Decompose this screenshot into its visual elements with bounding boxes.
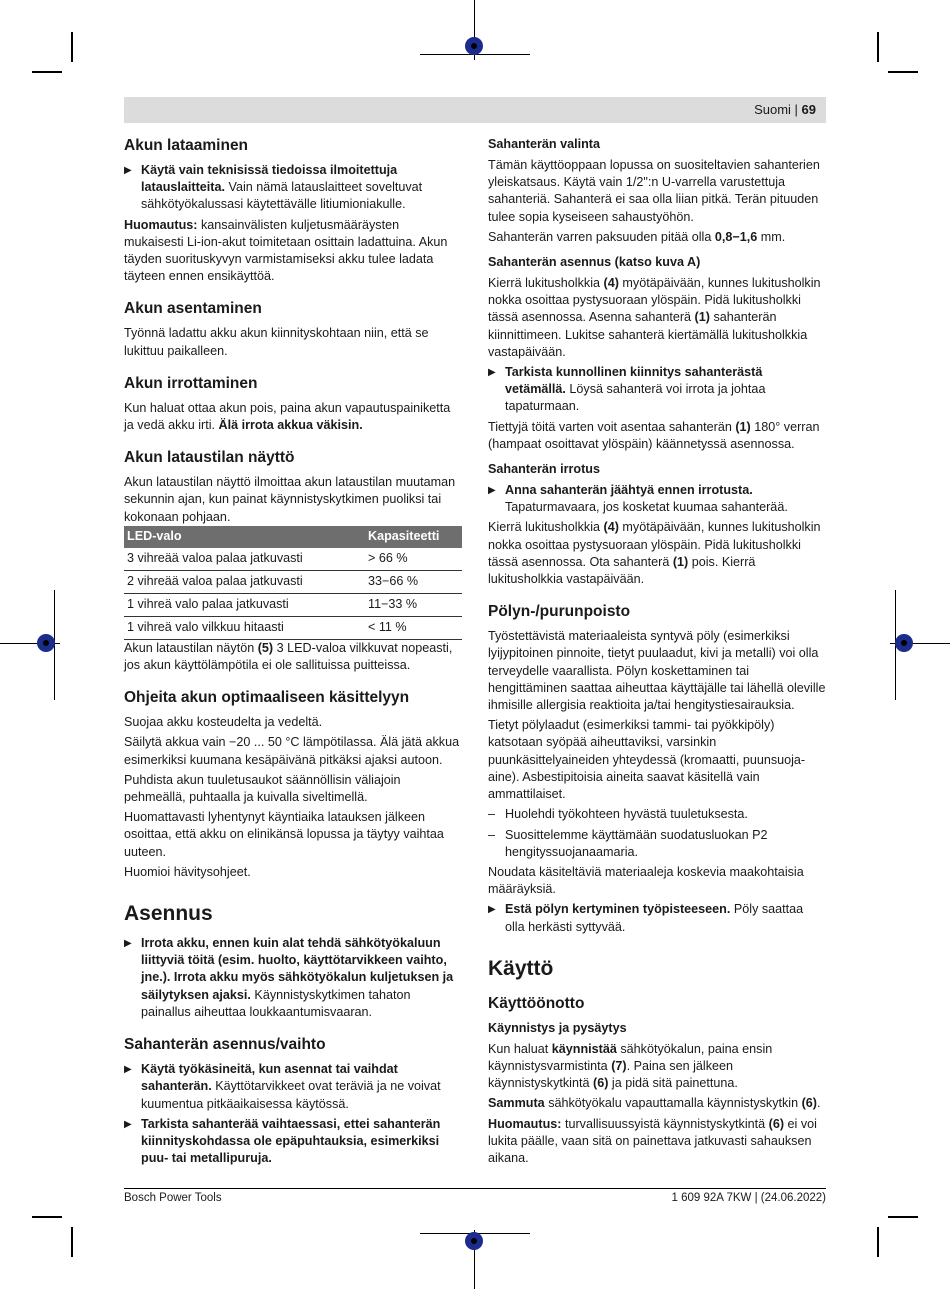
table-row: [124, 616, 462, 639]
paragraph: [124, 400, 462, 434]
arrow-icon: ▶: [488, 485, 496, 497]
dash-marker: –: [488, 827, 496, 842]
subsection-title: Sahanterän irrotus: [488, 462, 600, 477]
header-language: Suomi: [754, 102, 791, 117]
table-header: Kapasiteetti: [365, 526, 462, 548]
text: Kierrä lukitusholkkia: [488, 520, 604, 535]
ref: (4): [603, 520, 619, 535]
paragraph: [488, 1041, 826, 1093]
text: . Paina sen jälkeen käynnistyskytkintä: [488, 1058, 734, 1091]
arrow-icon: ▶: [488, 904, 496, 916]
text: 180° verran (hampaat osoittavat ylöspäin) käännetyssä asennossa.: [488, 419, 820, 451]
bold-text: 0,8−1,6: [714, 229, 758, 244]
section-title: Käyttöönotto: [488, 994, 585, 1012]
note-label: Huomautus:: [488, 1116, 562, 1131]
ref: (4): [603, 276, 619, 291]
crop-mark: [71, 32, 73, 62]
page-header: [124, 97, 826, 123]
text: Kun haluat ottaa akun pois, paina akun vapautuspainiketta ja vedä akku irti.: [124, 400, 451, 433]
footer-left: Bosch Power Tools: [124, 1192, 222, 1204]
paragraph: [488, 519, 826, 588]
arrow-icon: ▶: [124, 1118, 132, 1130]
ref: (5): [257, 640, 274, 655]
note-label: Huomautus:: [124, 217, 198, 232]
ref: (1): [735, 419, 751, 434]
ref: (1): [672, 554, 689, 569]
warning-bullet: [124, 935, 462, 1021]
text: sähkötyökalun, paina ensin käynnistysvarmistinta: [488, 1041, 773, 1073]
bullet-text: Vain nämä latauslaitteet soveltuvat sähkötyökalussasi käytettävälle litiumioniakulle.: [141, 180, 423, 212]
chapter-title: Käyttö: [488, 956, 554, 980]
text: Tiettyjä töitä varten voit asentaa sahanterän: [488, 419, 736, 434]
note-text: kansainvälisten kuljetusmääräysten mukaisesti Li-ion-akut toimitetaan osittain ladattuina. Akun täyden suorituskyvyn varmistamiseksi akku tulee ladata täyteen ennen ensikäyttöä.: [124, 217, 448, 284]
text: myötäpäivään, kunnes lukitusholkin nokka osoittaa pystysuoraan ylöspäin. Pidä lukitusholkki tässä asennossa. Ota sahanterä: [488, 520, 821, 569]
section-title: Pölyn-/purunpoisto: [488, 603, 631, 621]
left-column: [124, 136, 462, 1170]
registration-mark: [37, 634, 55, 652]
dash-item: [488, 827, 826, 861]
paragraph: Tämän käyttöoppaan lopussa on suositeltavien sahanterien yleiskatsaus. Käytä vain 1/2":n U-varrella varustettuja sahanteriä. Sahanterä ei saa olla liian pitkä. Terän pituuden tulee sopia kyseiseen sahaustyöhön.: [488, 158, 820, 224]
crop-mark: [32, 71, 62, 73]
crop-mark: [888, 71, 918, 73]
warning-bullet: [124, 1061, 462, 1113]
ref: (6): [593, 1076, 609, 1091]
paragraph: Huomattavasti lyhentynyt käyntiaika latauksen jälkeen osoittaa, että akku on elinikänsä lopussa ja täytyy vaihtaa uuteen.: [124, 810, 444, 859]
section-title: Akun lataaminen: [124, 137, 249, 154]
warning-bullet: [124, 1116, 462, 1168]
paragraph: Noudata käsiteltäviä materiaaleja koskevia maakohtaisia määräyksiä.: [488, 864, 804, 897]
table-cell: 33−66 %: [365, 570, 462, 593]
paragraph: Huomioi hävitysohjeet.: [124, 864, 251, 879]
paragraph: Tietyt pölylaadut (esimerkiksi tammi- tai pyökkipöly) katsotaan syöpää aiheuttaviksi, varsinkin puunkäsittelyaineiden yhteydessä (kromaatti, puunsuoja-aine). Asbestipitoisia aineita saavat käsitellä vain ammattilaiset.: [488, 718, 806, 802]
section-title: Ohjeita akun optimaaliseen käsittelyyn: [124, 689, 410, 707]
text: mm.: [757, 229, 786, 244]
dash-text: Suosittelemme käyttämään suodatusluokan P2 hengityssuojanaamaria.: [505, 827, 768, 859]
table-cell: 1 vihreä valo vilkkuu hitaasti: [124, 616, 365, 639]
paragraph: Akun lataustilan näyttö ilmoittaa akun lataustilan muutaman sekunnin ajan, kun painat käynnistyskytkimen puoliksi tai kokonaan pohjaan.: [124, 475, 456, 524]
table-header-row: [124, 526, 462, 548]
header-text: Suomi | 69: [754, 102, 816, 117]
dash-marker: –: [488, 807, 496, 822]
text: pois. Kierrä lukitusholkkia vastapäivään.: [488, 554, 756, 587]
bold-text: käynnistää: [551, 1041, 617, 1056]
table-header: LED-valo: [124, 526, 365, 548]
led-table: [124, 526, 462, 640]
registration-mark: [465, 37, 483, 55]
table-cell: 3 vihreää valoa palaa jatkuvasti: [124, 548, 365, 571]
ref: (7): [611, 1058, 627, 1073]
paragraph: [488, 229, 826, 246]
bullet-bold: Tarkista kunnollinen kiinnitys sahanterästä vetämällä.: [505, 365, 763, 397]
paragraph: Puhdista akun tuuletusaukot säännöllisin väliajoin pehmeällä, puhtaalla ja kuivalla siveltimellä.: [124, 772, 401, 805]
registration-mark: [465, 1232, 483, 1250]
table-cell: < 11 %: [365, 616, 462, 639]
text: ja pidä sitä painettuna.: [608, 1076, 738, 1091]
dash-item: [488, 806, 826, 823]
subsection-title: Käynnistys ja pysäytys: [488, 1020, 627, 1035]
warning-bullet: [488, 482, 826, 516]
page-footer: [124, 1188, 826, 1204]
arrow-icon: ▶: [124, 938, 132, 950]
crop-mark: [888, 1216, 918, 1218]
text: sähkötyökalu vapauttamalla käynnistyskytkin: [544, 1096, 802, 1111]
right-column: [488, 136, 826, 1170]
text: 3 LED-valoa vilkkuvat nopeasti, jos akun käyttölämpötila ei ole sallituissa puitteissa.: [124, 640, 453, 673]
text: turvallisuussyistä käynnistyskytkintä: [561, 1116, 769, 1131]
table-row: [124, 548, 462, 571]
bullet-bold: Irrota akku, ennen kuin alat tehdä sähkötyökaluun liittyviä töitä (esim. huolto, käyttötarvikkeen vaihto, jne.). Irrota akku myös sähkötyökalun kuljetuksen ja säilytyksen ajaksi.: [141, 936, 454, 1002]
paragraph: Säilytä akkua vain −20 ... 50 °C lämpötilassa. Älä jätä akkua esimerkiksi kuumana kesäpäivänä pitkäksi ajaksi autoon.: [124, 735, 460, 767]
paragraph: Suojaa akku kosteudelta ja vedeltä.: [124, 715, 323, 730]
arrow-icon: ▶: [124, 1064, 132, 1076]
ref: (6): [768, 1116, 785, 1131]
text: sahanterän kiinnittimeen. Lukitse sahanterä kiertämällä lukitusholkkia vastapäivään.: [488, 310, 808, 359]
bold-text: Sammuta: [488, 1096, 545, 1111]
warning-bullet: [124, 162, 462, 214]
chapter-title: Asennus: [124, 902, 213, 926]
crop-mark: [32, 1216, 62, 1218]
arrow-icon: ▶: [488, 367, 496, 379]
table-row: [124, 593, 462, 616]
text: Kierrä lukitusholkkia: [488, 276, 604, 291]
table-cell: 2 vihreää valoa palaa jatkuvasti: [124, 570, 365, 593]
bullet-bold: Käytä vain teknisissä tiedoissa ilmoitettuja latauslaitteita.: [141, 163, 398, 195]
text: .: [817, 1096, 821, 1111]
text: ei voi lukita päälle, vaan sitä on painettava jatkuvasti sahauksen aikana.: [488, 1116, 817, 1165]
bullet-text: Pöly saattaa olla herkästi syttyvää.: [505, 902, 804, 934]
paragraph: [488, 419, 826, 453]
bold-text: Älä irrota akkua väkisin.: [218, 418, 363, 433]
section-title: Akun asentaminen: [124, 300, 262, 318]
warning-bullet: [488, 364, 826, 416]
bullet-bold: Anna sahanterän jäähtyä ennen irrotusta.: [505, 483, 753, 498]
bullet-text: Käyttötarvikkeet ovat teräviä ja ne voivat kuumentua pitkäaikaisessa käytössä.: [141, 1079, 441, 1111]
paragraph: [488, 1116, 826, 1168]
paragraph: [488, 275, 826, 361]
bullet-bold: Estä pölyn kertyminen työpisteeseen.: [505, 902, 731, 917]
paragraph: Työnnä ladattu akku akun kiinnityskohtaan niin, että se lukittuu paikalleen.: [124, 326, 429, 358]
crop-mark: [71, 1227, 73, 1257]
table-cell: 1 vihreä valo palaa jatkuvasti: [124, 593, 365, 616]
registration-mark: [895, 634, 913, 652]
subsection-title: Sahanterän asennus (katso kuva A): [488, 255, 701, 270]
text: Kun haluat: [488, 1041, 552, 1056]
subsection-title: Sahanterän valinta: [488, 137, 600, 151]
paragraph: Työstettävistä materiaaleista syntyvä pöly (esimerkiksi lyijypitoinen pinnoite, tietyt puulaadut, kivi ja metalli) voi olla terveydelle vaarallista. Pölyn koskettaminen tai hengittäminen saattaa aiheuttaa käyttäjälle tai lähellä oleville ihmisille allergisia reaktioita ja/tai hengitystiesairauksia.: [488, 629, 826, 713]
ref: (6): [801, 1096, 818, 1111]
bullet-bold: Tarkista sahanterää vaihtaessasi, ettei sahanterän kiinnityskohdassa ole epäpuhtauksia, esimerkiksi puu- tai metallipuruja.: [141, 1116, 441, 1166]
paragraph: [488, 1095, 826, 1112]
table-cell: 11−33 %: [365, 593, 462, 616]
table-row: [124, 570, 462, 593]
section-title: Akun lataustilan näyttö: [124, 449, 295, 467]
section-title: Sahanterän asennus/vaihto: [124, 1036, 326, 1054]
bullet-text: Löysä sahanterä voi irrota ja johtaa tapaturmaan.: [505, 382, 766, 414]
crop-mark: [877, 1227, 879, 1257]
ref: (1): [694, 310, 710, 325]
table-cell: > 66 %: [365, 548, 462, 571]
bullet-text: Käynnistyskytkimen tahaton painallus aiheuttaa loukkaantumisvaaran.: [141, 987, 411, 1019]
footer-right: 1 609 92A 7KW | (24.06.2022): [671, 1192, 826, 1204]
paragraph: [124, 640, 462, 674]
page-number: 69: [801, 102, 816, 117]
section-title: Akun irrottaminen: [124, 374, 258, 392]
dash-text: Huolehdi työkohteen hyvästä tuuletuksesta.: [505, 807, 748, 822]
crop-mark: [877, 32, 879, 62]
text: Akun lataustilan näytön: [124, 640, 258, 655]
bullet-bold: Käytä työkäsineitä, kun asennat tai vaihdat sahanterän.: [141, 1062, 398, 1094]
text: myötäpäivään, kunnes lukitusholkin nokka osoittaa pystysuoraan ylöspäin. Pidä lukitusholkki tässä asennossa. Asenna sahanterä: [488, 276, 821, 325]
warning-bullet: [488, 901, 826, 935]
bullet-text: Tapaturmavaara, jos kosketat kuumaa sahanterää.: [505, 500, 788, 515]
arrow-icon: ▶: [124, 165, 132, 176]
text: Sahanterän varren paksuuden pitää olla: [488, 229, 715, 244]
note-paragraph: [124, 217, 462, 286]
